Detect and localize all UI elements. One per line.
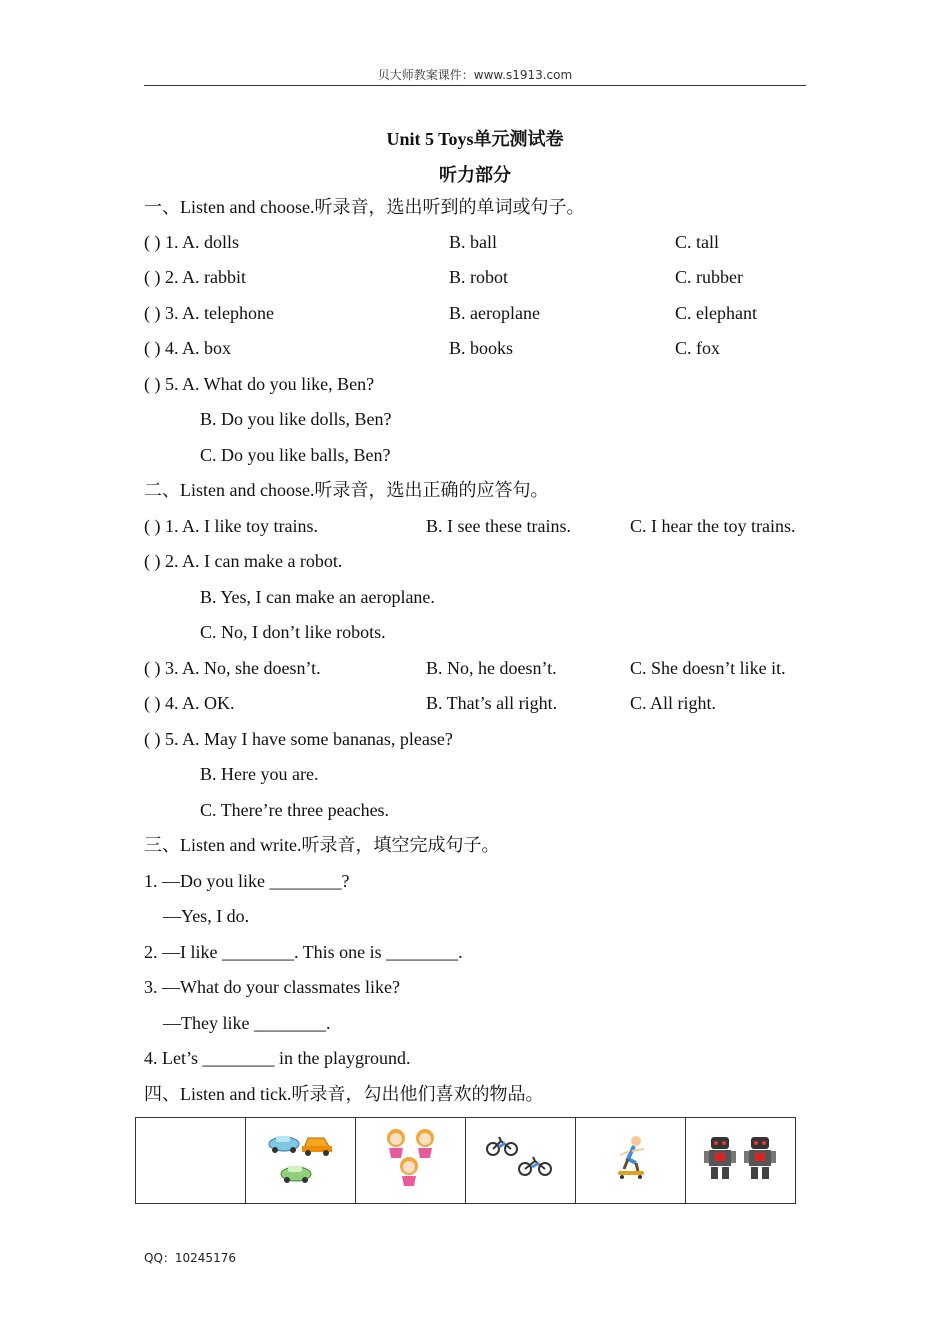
s1-q5-option-a: ( ) 5. A. What do you like, Ben? xyxy=(144,374,375,394)
header-divider xyxy=(144,85,806,86)
s1-q1-option-c: C. tall xyxy=(675,232,719,252)
s3-line-1: 1. —Do you like ________? xyxy=(144,871,350,891)
s1-q4-option-b: B. books xyxy=(449,338,514,358)
s1-q1-option-b: B. ball xyxy=(449,232,497,252)
s2-q3-option-c: C. She doesn’t like it. xyxy=(630,658,786,678)
s2-q3-option-a: ( ) 3. A. No, she doesn’t. xyxy=(144,658,321,678)
dolls-icon xyxy=(381,1126,441,1190)
s3-line-1-answer: —Yes, I do. xyxy=(163,906,250,926)
tick-cell-robots[interactable] xyxy=(686,1118,796,1204)
s1-q4-option-c: C. fox xyxy=(675,338,720,358)
s2-q1-option-c: C. I hear the toy trains. xyxy=(630,516,796,536)
page-title: Unit 5 Toys单元测试卷 xyxy=(386,129,564,149)
s2-q5-option-b: B. Here you are. xyxy=(200,764,319,784)
skateboard-boy-icon xyxy=(606,1133,656,1183)
bicycles-icon xyxy=(485,1133,557,1183)
tick-table-blank-cell[interactable] xyxy=(136,1118,246,1204)
s2-q4-option-a: ( ) 4. A. OK. xyxy=(144,693,235,713)
s1-q3-option-b: B. aeroplane xyxy=(449,303,540,323)
s3-line-4: 4. Let’s ________ in the playground. xyxy=(144,1048,411,1068)
tick-cell-toy-cars[interactable] xyxy=(246,1118,356,1204)
section4-heading: 四、Listen and tick.听录音，勾出他们喜欢的物品。 xyxy=(144,1084,544,1104)
s1-q4-option-a: ( ) 4. A. box xyxy=(144,338,231,358)
page-header: 贝大师教案课件：www.s1913.com xyxy=(377,68,573,82)
s2-q4-option-b: B. That’s all right. xyxy=(426,693,558,713)
s2-q5-option-a: ( ) 5. A. May I have some bananas, please? xyxy=(144,729,453,749)
tick-cell-dolls[interactable] xyxy=(356,1118,466,1204)
section3-heading: 三、Listen and write.听录音，填空完成句子。 xyxy=(144,835,500,855)
tick-cell-skateboard[interactable] xyxy=(576,1118,686,1204)
s1-q2-option-b: B. robot xyxy=(449,267,509,287)
robots-icon xyxy=(703,1133,779,1183)
s2-q2-option-a: ( ) 2. A. I can make a robot. xyxy=(144,551,343,571)
s3-line-3: 3. —What do your classmates like? xyxy=(144,977,400,997)
s1-q2-option-a: ( ) 2. A. rabbit xyxy=(144,267,246,287)
s2-q3-option-b: B. No, he doesn’t. xyxy=(426,658,557,678)
s1-q5-option-c: C. Do you like balls, Ben? xyxy=(200,445,391,465)
s2-q2-option-b: B. Yes, I can make an aeroplane. xyxy=(200,587,435,607)
s2-q5-option-c: C. There’re three peaches. xyxy=(200,800,390,820)
footer-qq: QQ：10245176 xyxy=(144,1251,236,1265)
page-subtitle: 听力部分 xyxy=(439,165,511,185)
section1-heading: 一、Listen and choose.听录音，选出听到的单词或句子。 xyxy=(144,197,585,217)
s1-q1-option-a: ( ) 1. A. dolls xyxy=(144,232,240,252)
s2-q4-option-c: C. All right. xyxy=(630,693,717,713)
s2-q1-option-b: B. I see these trains. xyxy=(426,516,571,536)
section2-heading: 二、Listen and choose.听录音，选出正确的应答句。 xyxy=(144,480,549,500)
s2-q2-option-c: C. No, I don’t like robots. xyxy=(200,622,386,642)
s1-q3-option-a: ( ) 3. A. telephone xyxy=(144,303,274,323)
toy-cars-icon xyxy=(266,1128,336,1188)
s1-q3-option-c: C. elephant xyxy=(675,303,757,323)
tick-table xyxy=(135,1117,796,1204)
s3-line-2: 2. —I like ________. This one is ________. xyxy=(144,942,463,962)
s1-q2-option-c: C. rubber xyxy=(675,267,743,287)
s1-q5-option-b: B. Do you like dolls, Ben? xyxy=(200,409,392,429)
tick-cell-bicycles[interactable] xyxy=(466,1118,576,1204)
s2-q1-option-a: ( ) 1. A. I like toy trains. xyxy=(144,516,318,536)
s3-line-3-answer: —They like ________. xyxy=(163,1013,331,1033)
